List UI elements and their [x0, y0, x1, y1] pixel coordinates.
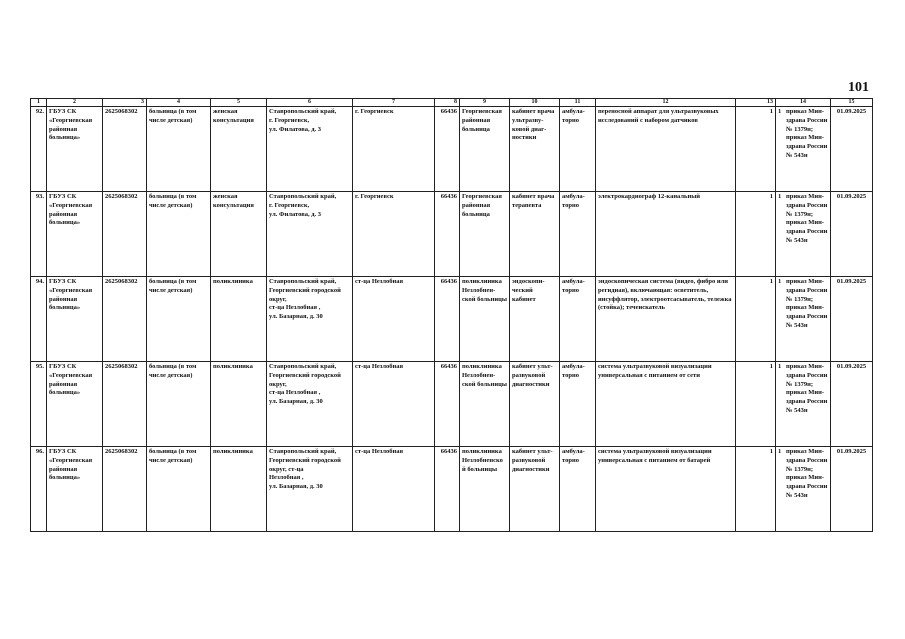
- address: Ставропольский край, Георгиевский городской округ, ст-ца Незлобная , ул. Базарная, д. 30: [267, 362, 353, 447]
- date: 01.09.2025: [831, 277, 873, 362]
- col-header: 8: [435, 99, 460, 107]
- code: 66436: [435, 362, 460, 447]
- equipment: электрокардиограф 12-канальный: [596, 192, 736, 277]
- organization-type: больница (в том числе детская): [147, 107, 211, 192]
- code: 66436: [435, 192, 460, 277]
- table-row: [31, 447, 873, 532]
- col-header: 4: [147, 99, 211, 107]
- col-header: 9: [460, 99, 510, 107]
- organization-name: ГБУЗ СК «Георгиевская районная больница»: [47, 362, 103, 447]
- col-header: 6: [267, 99, 353, 107]
- col-header: 12: [596, 99, 736, 107]
- subdivision: Георгиевская районная больница: [460, 107, 510, 192]
- col-header: 15: [831, 99, 873, 107]
- quantity-required: 1: [778, 108, 782, 115]
- department-type: поликлиника: [211, 362, 267, 447]
- care-condition: амбула-торно: [560, 447, 596, 532]
- row-number: 92.: [31, 107, 47, 192]
- organization-type: больница (в том числе детская): [147, 192, 211, 277]
- organization-type: больница (в том числе детская): [147, 447, 211, 532]
- quantity: 1: [736, 447, 776, 532]
- quantity-required: 1: [778, 448, 782, 455]
- date: 01.09.2025: [831, 362, 873, 447]
- subdivision: поликлиника Незлобненско й больницы: [460, 447, 510, 532]
- date: 01.09.2025: [831, 447, 873, 532]
- header-row: [31, 99, 873, 107]
- care-condition: амбула-торно: [560, 107, 596, 192]
- care-condition: амбула-торно: [560, 362, 596, 447]
- table-row: [31, 362, 873, 447]
- quantity-required: 1: [778, 363, 782, 370]
- organization-name: ГБУЗ СК «Георгиевская районная больница»: [47, 192, 103, 277]
- table-row: [31, 192, 873, 277]
- legal-basis: [776, 107, 831, 192]
- col-header: 10: [510, 99, 560, 107]
- code: 66436: [435, 277, 460, 362]
- organization-name: ГБУЗ СК «Георгиевская районная больница»: [47, 277, 103, 362]
- address: Ставропольский край, г. Георгиевск, ул. Филатова, д. 3: [267, 107, 353, 192]
- col-header: 7: [353, 99, 435, 107]
- organization-type: больница (в том числе детская): [147, 362, 211, 447]
- cabinet: кабинет ульт-развуковой диагностики: [510, 362, 560, 447]
- care-condition: амбула-торно: [560, 192, 596, 277]
- department-type: женская консультация: [211, 192, 267, 277]
- subdivision: Георгиевская районная больница: [460, 192, 510, 277]
- quantity-required: 1: [778, 278, 782, 285]
- organization-name: ГБУЗ СК «Георгиевская районная больница»: [47, 447, 103, 532]
- equipment-table: [30, 98, 873, 532]
- quantity: 1: [736, 107, 776, 192]
- date: 01.09.2025: [831, 192, 873, 277]
- address: Ставропольский край, Георгиевский городской округ, ст-ца Незлобная , ул. Базарная, д. 30: [267, 277, 353, 362]
- subdivision: поликлиника Незлобнен-ской больницы: [460, 277, 510, 362]
- locality: ст-ца Незлобная: [353, 447, 435, 532]
- quantity: 1: [736, 192, 776, 277]
- col-header: 11: [560, 99, 596, 107]
- organization-name: ГБУЗ СК «Георгиевская районная больница»: [47, 107, 103, 192]
- cabinet: эндоскопи-ческий кабинет: [510, 277, 560, 362]
- col-header: 2: [47, 99, 103, 107]
- row-number: 95.: [31, 362, 47, 447]
- department-type: женская консультация: [211, 107, 267, 192]
- code: 66436: [435, 447, 460, 532]
- legal-basis: [776, 277, 831, 362]
- col-header: 3: [103, 99, 147, 107]
- address: Ставропольский край, г. Георгиевск, ул. Филатова, д. 3: [267, 192, 353, 277]
- quantity: 1: [736, 277, 776, 362]
- row-number: 96.: [31, 447, 47, 532]
- equipment: система ультразвуковой визуализации универсальная с питанием от сети: [596, 362, 736, 447]
- inn: 2625068302: [103, 107, 147, 192]
- quantity-required: 1: [778, 193, 782, 200]
- code: 66436: [435, 107, 460, 192]
- cabinet: кабинет врача ультразву-ковой диаг-ностики: [510, 107, 560, 192]
- date: 01.09.2025: [831, 107, 873, 192]
- legal-basis: [776, 447, 831, 532]
- legal-basis: [776, 192, 831, 277]
- locality: г. Георгиевск: [353, 192, 435, 277]
- page-number: 101: [848, 80, 869, 95]
- table-row: [31, 107, 873, 192]
- department-type: поликлиника: [211, 277, 267, 362]
- cabinet: кабинет ульт-развуковой диагностики: [510, 447, 560, 532]
- legal-basis: [776, 362, 831, 447]
- locality: ст-ца Незлобная: [353, 362, 435, 447]
- col-header: 5: [211, 99, 267, 107]
- inn: 2625068302: [103, 277, 147, 362]
- quantity: 1: [736, 362, 776, 447]
- address: Ставропольский край, Георгиевский городской округ, ст-ца Незлобная , ул. Базарная, д. 30: [267, 447, 353, 532]
- order-reference: приказ Мин-здрава России № 1379н; приказ Мин-здрава России № 543н: [786, 108, 828, 159]
- col-header: 14: [776, 99, 831, 107]
- inn: 2625068302: [103, 192, 147, 277]
- locality: ст-ца Незлобная: [353, 277, 435, 362]
- inn: 2625068302: [103, 447, 147, 532]
- col-header: 1: [31, 99, 47, 107]
- row-number: 93.: [31, 192, 47, 277]
- table-row: [31, 277, 873, 362]
- order-reference: приказ Мин-здрава России № 1379н; приказ Мин-здрава России № 543н: [786, 193, 828, 244]
- subdivision: поликлиника Незлобнен-ской больницы: [460, 362, 510, 447]
- care-condition: амбула-торно: [560, 277, 596, 362]
- order-reference: приказ Мин-здрава России № 1379н; приказ Мин-здрава России № 543н: [786, 278, 828, 329]
- locality: г. Георгиевск: [353, 107, 435, 192]
- order-reference: приказ Мин-здрава России № 1379н; приказ Мин-здрава России № 543н: [786, 363, 828, 414]
- department-type: поликлиника: [211, 447, 267, 532]
- order-reference: приказ Мин-здрава России № 1379н; приказ Мин-здрава России № 543н: [786, 448, 828, 499]
- inn: 2625068302: [103, 362, 147, 447]
- equipment: система ультразвуковой визуализации универсальная с питанием от батарей: [596, 447, 736, 532]
- organization-type: больница (в том числе детская): [147, 277, 211, 362]
- cabinet: кабинет врача терапевта: [510, 192, 560, 277]
- equipment: эндоскопическая система (видео, фибро или регидная), включающая: осветитель, инсуффлятор, электроотсасыватель, тележка (стойка); течеискатель: [596, 277, 736, 362]
- col-header: 13: [736, 99, 776, 107]
- equipment: переносной аппарат для ультразвуковых исследований с набором датчиков: [596, 107, 736, 192]
- row-number: 94.: [31, 277, 47, 362]
